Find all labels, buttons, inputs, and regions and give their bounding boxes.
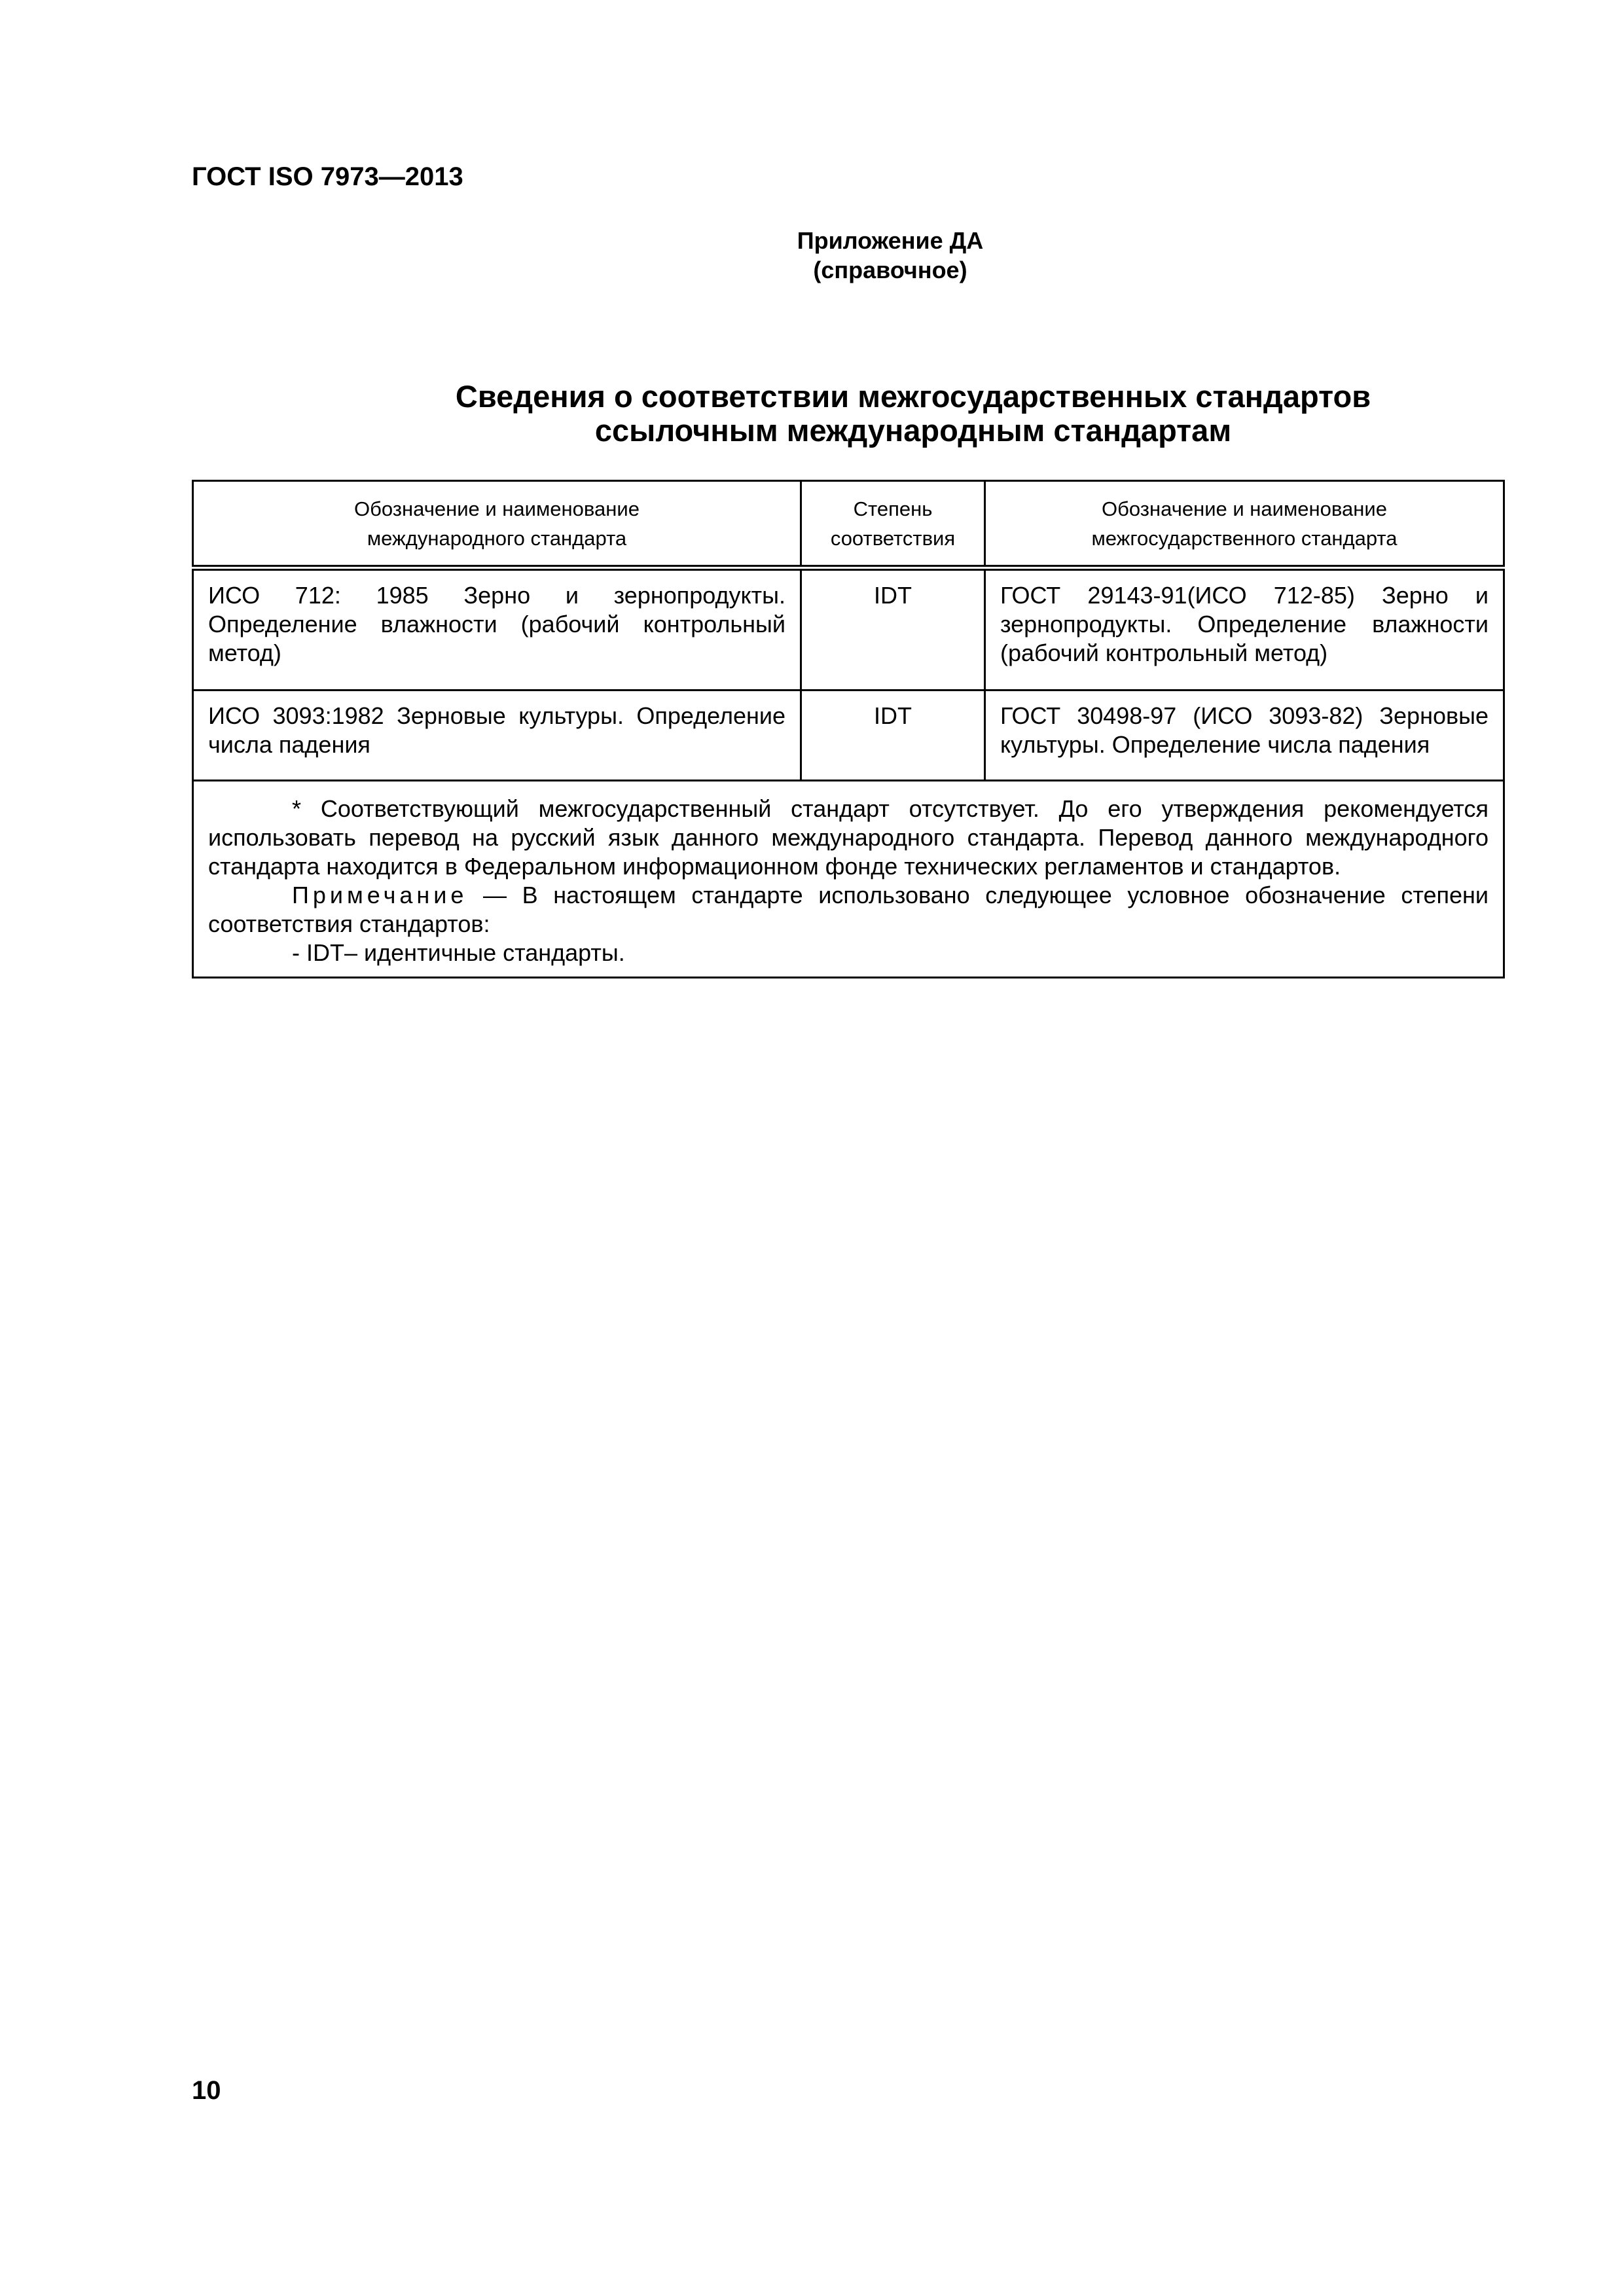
section-title bbox=[275, 380, 1551, 448]
cell-degree: IDT bbox=[801, 568, 985, 691]
standards-correspondence-table bbox=[192, 480, 1505, 978]
header-degree-of-correspondence: Степень соответствия bbox=[801, 481, 985, 568]
cell-degree: IDT bbox=[801, 691, 985, 781]
cell-interstate-standard: ГОСТ 29143-91(ИСО 712-85) Зерно и зернопродукты. Определение влажности (рабочий контрольный метод) bbox=[985, 568, 1504, 691]
note-paragraph bbox=[208, 881, 1489, 939]
appendix-heading bbox=[681, 226, 1100, 285]
table-row bbox=[193, 691, 1504, 781]
page-number: 10 bbox=[192, 2076, 221, 2105]
section-title-line-1: Сведения о соответствии межгосударственных стандартов bbox=[455, 379, 1371, 414]
header-international-standard: Обозначение и наименование международного стандарта bbox=[193, 481, 801, 568]
document-code: ГОСТ ISO 7973—2013 bbox=[192, 162, 463, 191]
cell-international-standard: ИСО 712: 1985 Зерно и зернопродукты. Определение влажности (рабочий контрольный метод) bbox=[193, 568, 801, 691]
note-item: - IDT– идентичные стандарты. bbox=[292, 939, 625, 966]
note-label: Примечание bbox=[292, 882, 468, 908]
header-interstate-standard: Обозначение и наименование межгосударственного стандарта bbox=[985, 481, 1504, 568]
note-text: — В настоящем стандарте использовано следующее условное обозначение степени соответствия стандартов: bbox=[208, 882, 1489, 937]
cell-international-standard: ИСО 3093:1982 Зерновые культуры. Определение числа падения bbox=[193, 691, 801, 781]
table-notes-row bbox=[193, 781, 1504, 978]
appendix-label: Приложение ДА bbox=[797, 227, 984, 254]
section-title-line-2: ссылочным международным стандартам bbox=[594, 413, 1232, 448]
cell-interstate-standard: ГОСТ 30498-97 (ИСО 3093-82) Зерновые культуры. Определение числа падения bbox=[985, 691, 1504, 781]
footnote-text: * Соответствующий межгосударственный стандарт отсутствует. До его утверждения рекомендуется использовать перевод на русский язык данного международного стандарта. Перевод данного международного стандарта находится в Федеральном информационном фонде технических регламентов и стандартов. bbox=[208, 795, 1489, 880]
appendix-type: (справочное) bbox=[813, 257, 967, 283]
table-notes-cell bbox=[193, 781, 1504, 978]
table-row bbox=[193, 568, 1504, 691]
table-header-row bbox=[193, 481, 1504, 568]
